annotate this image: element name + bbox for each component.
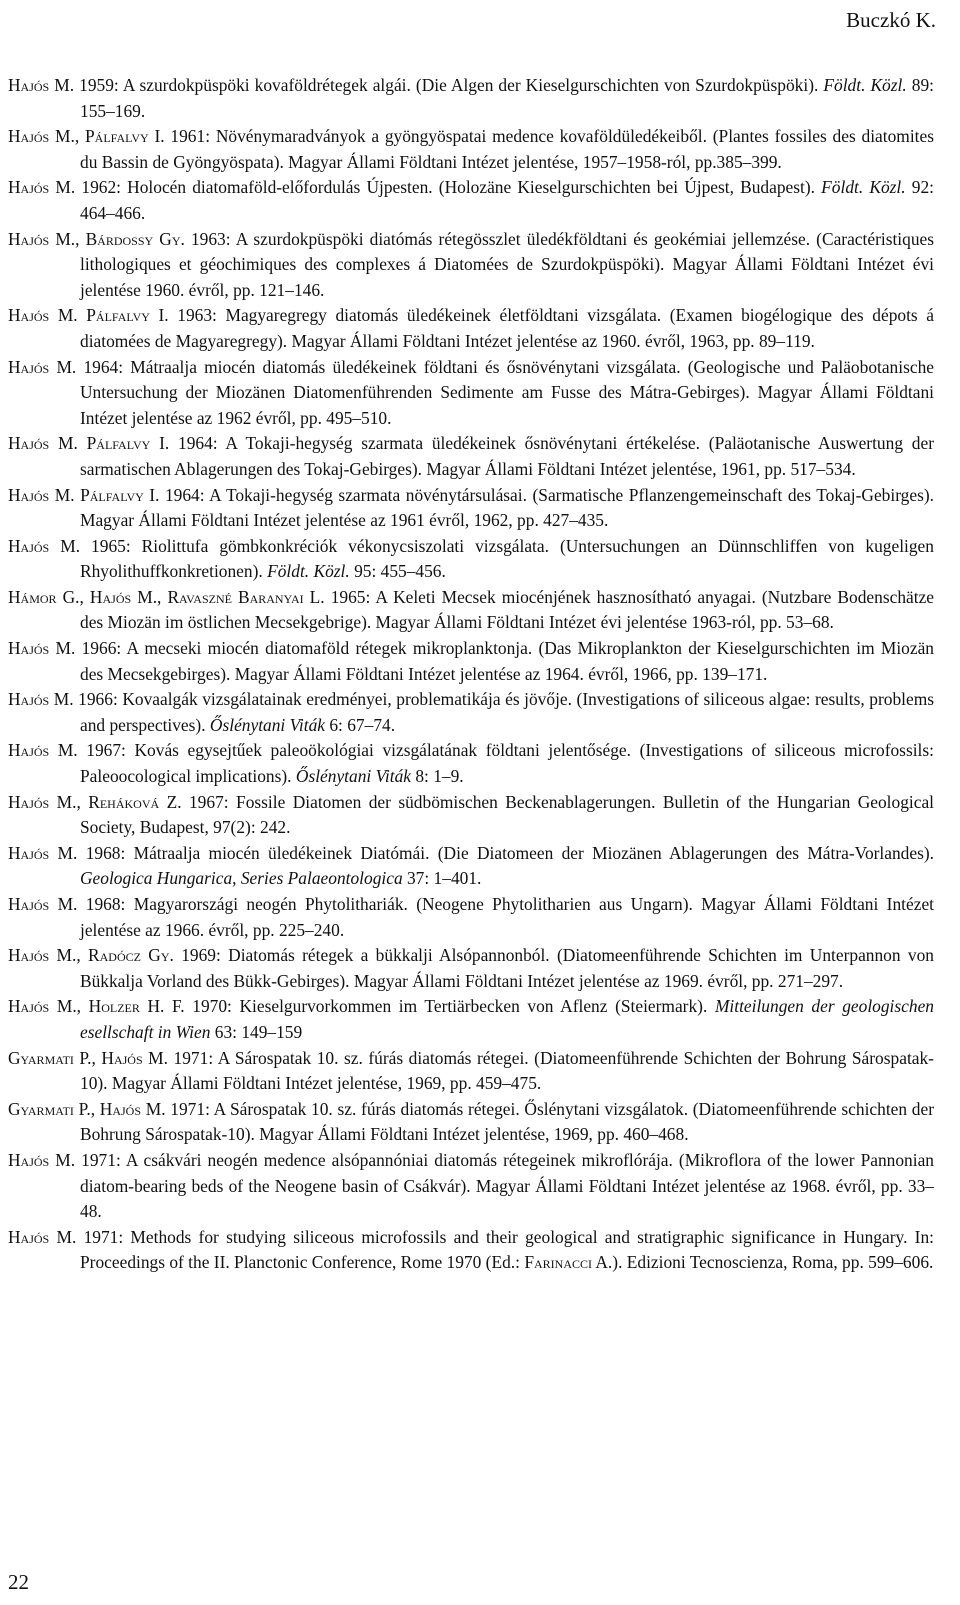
reference-authors: Hajós M.	[8, 1149, 76, 1170]
reference-authors: Hajós M., Pálfalvy I.	[8, 126, 165, 147]
reference-text: 1961: Növénymaradványok a gyöngyöspatai medence kovaföldüledékeiből. (Plantes fossiles des diatomites du Bassin de Gyöngyöspata). Magyar Állami Földtani Intézet jelentése, 1957–1958-ról, pp.385–399.	[80, 126, 934, 172]
reference-text: 1963: A szurdokpüspöki diatómás rétegösszlet üledékföldtani és geokémiai jellemzése. (Caractéristiques lithologiques et géochimiques des complexes á Diatomées de Szurdokpüspöki). Magyar Állami Földtani Intézet évi jelentése 1960. évről, pp. 121–146.	[80, 228, 935, 300]
reference-list	[8, 73, 934, 1276]
reference-entry	[8, 1046, 934, 1097]
reference-text: 1965: A Keleti Mecsek miocénjének hasznosítható anyagai. (Nutzbare Bodenschätze des Miozän im östlichen Mecsekgebrige). Magyar Állami Földtani Intézet évi jelentése 1963-ról, pp. 53–68.	[80, 586, 935, 633]
reference-authors: Hajós M., Reháková Z.	[8, 791, 182, 812]
reference-text: 8: 1–9.	[411, 766, 464, 787]
reference-entry	[8, 73, 934, 124]
reference-journal: Őslénytani Viták	[295, 766, 411, 787]
reference-authors: Hajós M.	[8, 689, 74, 710]
reference-entry	[8, 585, 934, 636]
reference-entry	[8, 431, 934, 482]
reference-text: 95: 455–456.	[349, 561, 446, 582]
reference-text: 6: 67–74.	[325, 714, 396, 735]
reference-text: 1971: A Sárospatak 10. sz. fúrás diatomás rétegei. Őslénytani vizsgálatok. (Diatomeenführende schichten der Bohrung Sárospatak-10). Magyar Állami Földtani Intézet jelentése, 1969, pp. 460–468.	[80, 1098, 934, 1145]
reference-text: 1964: A Tokaji-hegység szarmata növénytársulásai. (Sarmatische Pflanzengemeinschaft des Tokaj-Gebirges). Magyar Állami Földtani Intézet jelentése az 1961 évről, 1962, pp. 427–435.	[80, 484, 934, 531]
reference-entry	[8, 687, 934, 738]
reference-text: 1971: A Sárospatak 10. sz. fúrás diatomás rétegei. (Diatomeenführende Schichten der Bohrung Sárospatak-10). Magyar Állami Földtani Intézet jelentése, 1969, pp. 459–475.	[80, 1047, 934, 1094]
reference-authors: Hajós M., Radócz Gy.	[8, 945, 174, 966]
reference-text: 1971: Methods for studying siliceous microfossils and their geological and stratigraphic significance in Hungary. In: Proceedings of the II. Planctonic Conference, Rome 1970 (Ed.:	[76, 1226, 935, 1273]
reference-text: 1966: Kovaalgák vizsgálatainak eredményei, problematikája és jövője. (Investigations of siliceous algae: results, problems and perspectives).	[73, 689, 934, 735]
reference-authors: Hajós M.	[8, 356, 77, 377]
reference-text: 1962: Holocén diatomaföld-előfordulás Újpesten. (Holozäne Kieselgurschichten bei Újpest, Budapest).	[75, 177, 822, 198]
reference-text: 1964: A Tokaji-hegység szarmata üledékeinek ősnövénytani értékelése. (Paläotanische Auswertung der sarmatischen Ablagerungen des Tokaj-Gebirges). Magyar Állami Földtani Intézet jelentése, 1961, pp. 517–534.	[80, 433, 935, 479]
reference-entry	[8, 790, 934, 841]
reference-authors: Gyarmati P., Hajós M.	[8, 1098, 166, 1119]
reference-text: 1970: Kieselgurvorkommen im Tertiärbecken von Aflenz (Steiermark).	[184, 996, 715, 1017]
reference-authors: Hajós M.	[8, 842, 78, 863]
reference-authors: Hámor G., Hajós M., Ravaszné Baranyai L.	[8, 586, 325, 607]
reference-text: 63: 149–159	[210, 1021, 303, 1042]
running-header-author: Buczkó K.	[846, 8, 936, 32]
reference-entry	[8, 892, 934, 943]
reference-entry	[8, 175, 934, 226]
reference-authors: Hajós M.	[8, 535, 81, 556]
reference-text: 37: 1–401.	[402, 868, 482, 889]
reference-entry	[8, 227, 934, 304]
reference-entry	[8, 534, 934, 585]
reference-text: 1959: A szurdokpüspöki kovaföldrétegek algái. (Die Algen der Kieselgurschichten von Szurdokpüspöki).	[74, 75, 824, 95]
reference-text: 1966: A mecseki miocén diatomaföld rétegek mikroplanktonja. (Das Mikroplankton der Kieselgurschichten im Miozän des Mecsekgebirges). Magyar Állami Földtani Intézet jelentése az 1964. évről, 1966, pp. 139–171.	[75, 638, 934, 684]
reference-authors: Hajós M.	[8, 75, 75, 95]
reference-authors: Hajós M. Pálfalvy I.	[8, 305, 169, 326]
reference-text: 1971: A csákvári neogén medence alsópannóniai diatomás rétegeinek mikroflórája. (Mikroflora of the lower Pannonian diatom-bearing beds of the Neogene basin of Csákvár). Magyar Állami Földtani Intézet jelentése az 1968. évről, pp. 33–48.	[75, 1149, 934, 1222]
reference-journal: Őslénytani Viták	[209, 714, 326, 735]
reference-authors: Hajós M.	[8, 894, 78, 914]
reference-text: 1968: Magyarországi neogén Phytolithariák. (Neogene Phytolitharien aus Ungarn). Magyar Állami Földtani Intézet jelentése az 1966. évről, pp. 225–240.	[77, 894, 934, 940]
reference-journal: Geologica Hungarica, Series Palaeontologica	[80, 868, 403, 889]
reference-entry	[8, 355, 934, 432]
reference-text: 89: 155–169.	[80, 75, 934, 121]
reference-entry	[8, 943, 934, 994]
reference-journal: Mitteilungen der geologischen esellschaft in Wien	[80, 996, 934, 1042]
reference-authors: Gyarmati P., Hajós M.	[8, 1047, 168, 1068]
reference-text: 1968: Mátraalja miocén üledékeinek Diatómái. (Die Diatomeen der Miozänen Ablagerungen des Mátra-Vorlandes).	[77, 842, 934, 863]
reference-authors: Hajós M.	[8, 740, 78, 761]
reference-text: ). Edizioni Tecnoscienza, Roma, pp. 599–606.	[612, 1252, 934, 1273]
reference-authors: Hajós M. Pálfalvy I.	[8, 433, 170, 454]
reference-entry	[8, 994, 934, 1045]
reference-authors: Hajós M., Holzer H. F.	[8, 996, 185, 1017]
reference-authors: Hajós M., Bárdossy Gy.	[8, 228, 185, 249]
reference-entry	[8, 1097, 934, 1148]
reference-journal: Földt. Közl.	[823, 75, 907, 95]
reference-authors: Farinacci A.	[524, 1252, 613, 1273]
reference-text: 1965: Riolittufa gömbkonkréciók vékonycsiszolati vizsgálata. (Untersuchungen an Dünnschliffen von kugeligen Rhyolithuffkonkretionen).	[80, 535, 934, 582]
reference-entry	[8, 303, 934, 354]
reference-text: 1969: Diatomás rétegek a bükkalji Alsópannonból. (Diatomeenführende Schichten im Unterpannon von Bükkalja Vorland des Bükk-Gebirges). Magyar Állami Földtani Intézet jelentése az 1969. évről, pp. 271–297.	[80, 945, 934, 991]
reference-journal: Földt. Közl.	[821, 177, 906, 198]
reference-text: 1967: Kovás egysejtűek paleoökológiai vizsgálatának földtani jelentősége. (Investigations of siliceous microfossils: Paleoocological implications).	[77, 740, 934, 787]
reference-authors: Hajós M.	[8, 1226, 77, 1247]
reference-text: 1964: Mátraalja miocén diatomás üledékeinek földtani és ősnövénytani vizsgálata. (Geologische und Paläobotanische Untersuchung der Miozänen Diatomenführenden Sedimente am Fusse des Mátra-Gebirges). Magyar Állami Földtani Intézet jelentése az 1962 évről, pp. 495–510.	[76, 356, 934, 428]
reference-entry	[8, 1148, 934, 1225]
reference-entry	[8, 483, 934, 534]
reference-entry	[8, 124, 934, 175]
reference-entry	[8, 1225, 934, 1276]
reference-text: 1963: Magyaregregy diatomás üledékeinek életföldtani vizsgálata. (Examen biogélogique des dépots á diatomées de Magyaregregy). Magyar Állami Földtani Intézet jelentése az 1960. évről, 1963, pp. 89–119.	[80, 305, 935, 351]
reference-authors: Hajós M. Pálfalvy I.	[8, 484, 160, 505]
reference-entry	[8, 841, 934, 892]
reference-entry	[8, 738, 934, 789]
reference-entry	[8, 636, 934, 687]
reference-text: 92: 464–466.	[80, 177, 934, 223]
reference-text: 1967: Fossile Diatomen der südbömischen Beckenablagerungen. Bulletin of the Hungarian Geological Society, Budapest, 97(2): 242.	[80, 791, 934, 838]
reference-authors: Hajós M.	[8, 177, 76, 198]
page-number: 22	[8, 1570, 29, 1594]
reference-journal: Földt. Közl.	[267, 561, 350, 582]
reference-authors: Hajós M.	[8, 638, 76, 659]
